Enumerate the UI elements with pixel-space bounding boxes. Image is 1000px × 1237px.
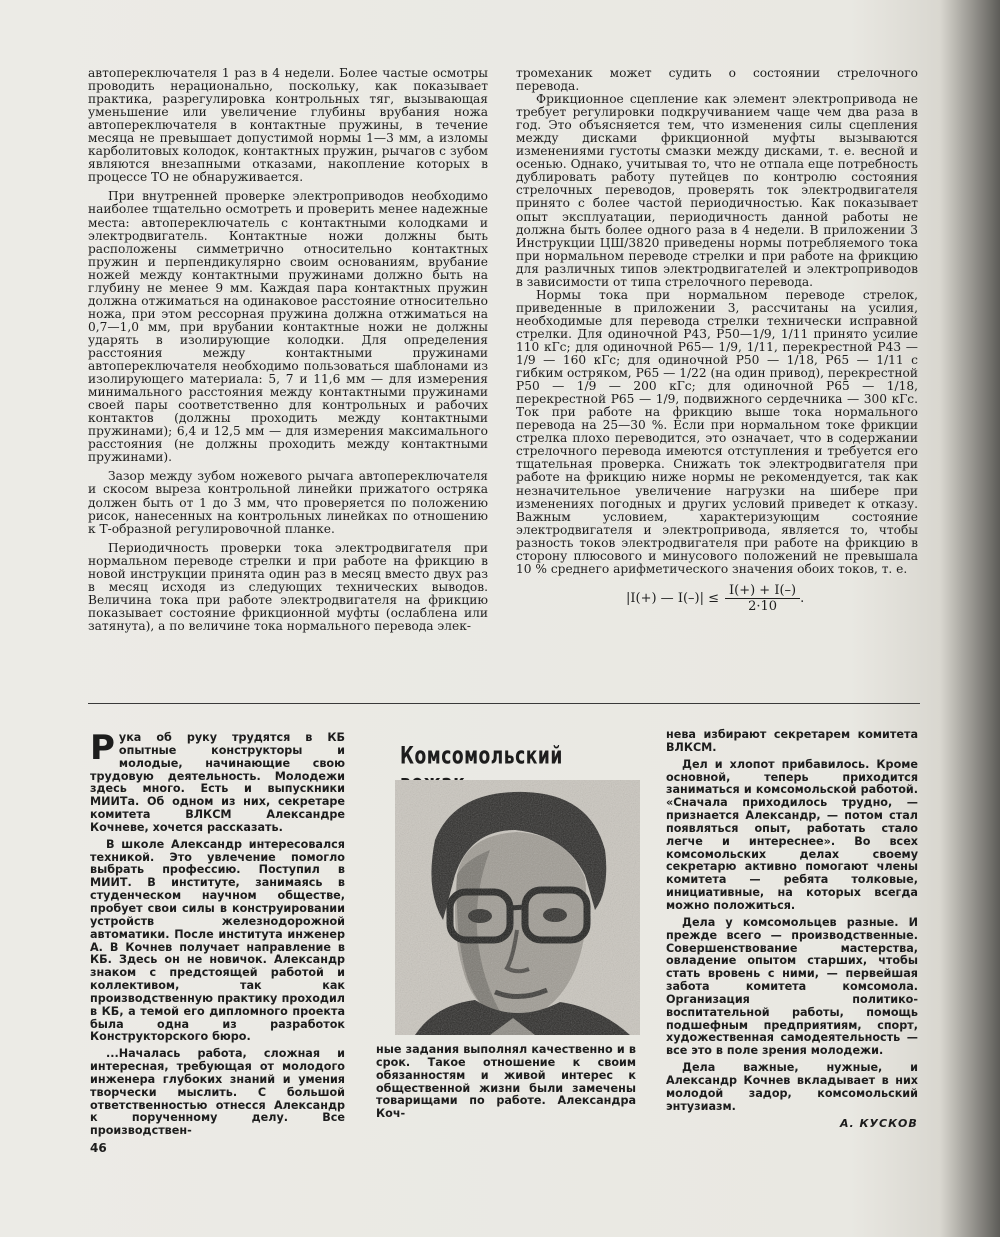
portrait-photo [395, 780, 640, 1035]
paragraph: Периодичность проверки тока электродвигателя при нормальном переводе стрелки и при работе на фрикцию в новой инструкции принята один раз в месяц вместо двух раз в месяц исходя из следующих технических выводов. Величина тока при работе электродвигателя на фрикцию показывает состояние фрикционной муфты (ослаблена или затянута), а по величине тока нормального перевода элек- [88, 540, 488, 633]
formula-denominator: 2·10 [748, 598, 778, 614]
technical-text-column-left [88, 67, 488, 633]
formula-end: . [800, 590, 805, 606]
formula-lhs: |I(+) — I(–)| ≤ [626, 590, 719, 606]
article-column-right [666, 729, 918, 1113]
paragraph: Фрикционное сцепление как элемент электропривода не требует регулировки подкручиванием чаще чем два раза в год. Это объясняется тем, что изменения силы сцепления между дисками фрикционной муфты вызываются изменениями густоты смазки между дисками, т. е. весной и осенью. Однако, учитывая то, что не отпала еще потребность дублировать работу путейцев по контролю состояния стрелочных переводов, проверять ток электродвигателя принято с более частой периодичностью. Как показывает опыт эксплуатации, периодичность данной работы не должна быть более одного раза в 4 недели. В приложении 3 Инструкции ЦШ/3820 приведены нормы потребляемого тока при нормальном переводе стрелки и при работе на фрикцию для различных типов электродвигателей и электроприводов в зависимости от типа стрелочного перевода. [516, 92, 918, 289]
formula-fraction [725, 584, 800, 613]
article-headline: Комсомольский [400, 742, 563, 770]
paragraph: В школе Александр интересовался техникой. Это увлечение помогло выбрать профессию. Поступил в МИИТ. В институте, занимаясь в студенческом научном обществе, пробует свои силы в конструировании устройств железнодорожной автоматики. После института инженер А. В Кочнев получает направление в КБ. Здесь он не новичок. Александр знаком с предстоящей работой и коллективом, так как производственную практику проходил в КБ, а темой его дипломного проекта была одна из разработок Конструкторского бюро. [90, 837, 345, 1044]
paragraph: Нормы тока при нормальном переводе стрелок, приведенные в приложении 3, рассчитаны на усилия, необходимые для перевода стрелки технически исправной стрелки. Для одиночной Р43, Р50—1/9, 1/11 принято усилие 110 кГс; для одиночной Р65— 1/9, 1/11, перекрестной Р43 — 1/9 — 160 кГс; для одиночной Р50 — 1/18, Р65 — 1/11 с гибким остряком, Р65 — 1/22 (на один привод), перекрестной Р50 — 1/9 — 200 кГс; для одиночной Р65 — 1/18, перекрестной Р65 — 1/9, подвижного сердечника — 300 кГс. Ток при работе на фрикцию выше тока нормального перевода на 25—30 %. Если при нормальном токе фрикции стрелка плохо переводится, это означает, что в содержании стрелочного перевода имеются отступления и требуется его тщательная проверка. Снижать ток электродвигателя при работе на фрикцию ниже нормы не рекомендуется, так как незначительное увеличение нагрузки на шибере при изменениях погодных и других условий приведет к отказу. Важным условием, характеризующим состояние электродвигателя и электропривода, является то, чтобы разность токов электродвигателя при работе на фрикцию в сторону плюсового и минусового положений не превышала 10 % среднего арифметического значения обоих токов, т. е. [516, 287, 918, 576]
paragraph [90, 728, 345, 835]
portrait-photo-image [395, 780, 640, 1035]
current-difference-formula [626, 584, 918, 613]
paragraph: ные задания выполнял качественно и в срок. Такое отношение к своим обязанностям и живой интерес к общественной жизни были замечены товарищами по работе. Александра Коч- [376, 1043, 636, 1121]
paragraph: Зазор между зубом ножевого рычага автопереключателя и скосом выреза контрольной линейки прижатого остряка должен быть от 1 до 3 мм, что проверяется по положению рисок, нанесенных на контрольных линейках по отношению к Т-образной регулировочной планке. [88, 469, 488, 536]
page-number: 46 [90, 1141, 107, 1155]
formula-numerator: I(+) + I(–) [725, 584, 800, 599]
author-signature: А. КУСКОВ [840, 1117, 918, 1130]
article-column-left [90, 728, 345, 1138]
section-divider [88, 703, 920, 704]
paragraph: тромеханик может судить о состоянии стрелочного перевода. [516, 66, 918, 94]
paragraph: ...Началась работа, сложная и интересная, требующая от молодого инженера глубоких знаний и умения творчески мыслить. С большой ответственностью отнесся Александр к порученному делу. Все производствен- [90, 1047, 345, 1138]
paragraph: При внутренней проверке электроприводов необходимо наиболее тщательно осмотреть и проверить менее надежные места: автопереключатель с контактными колодками и электродвигатель. Контактные ножи должны быть расположены симметрично относительно контактных пружин и перпендикулярно своим основаниям, врубание ножей между контактными пружинами должно быть на глубину не менее 9 мм. Каждая пара контактных пружин должна отжиматься на одинаковое расстояние относительно ножа, при этом рессорная пружина должна отжиматься на 0,7—1,0 мм, при врубании контактные ножи не должны ударять в изолирующие колодки. Для определения расстояния между контактными пружинами автопереключателя необходимо пользоваться шаблонами из изолирующего материала: 5, 7 и 11,6 мм — для измерения минимального расстояния между контактными пружинами своей пары соответственно для контрольных и рабочих контактов (должны проходить между контактными пружинами); 6,4 и 12,5 мм — для измерения максимального расстояния (не должны проходить между контактными пружинами). [88, 189, 488, 465]
paragraph: нева избирают секретарем комитета ВЛКСМ. [666, 728, 918, 754]
article-column-middle [376, 1044, 636, 1121]
paragraph: Дела важные, нужные, и Александр Кочнев вкладывает в них молодой задор, комсомольский энтузиазм. [666, 1061, 918, 1113]
paragraph: автопереключателя 1 раз в 4 недели. Более частые осмотры проводить нерационально, поскольку, как показывает практика, разрегулировка контрольных тяг, вызывающая уменьшение или увеличение глубины врубания ножа автопереключателя в контактные пружины, в течение месяца не превышает допустимой нормы 1—3 мм, а изломы карболитовых колодок, контактных пружин, рычагов с зубом являются внезапными отказами, накопление которых в процессе ТО не обнаруживается. [88, 66, 488, 185]
drop-cap: Р [90, 728, 115, 768]
paragraph: Дел и хлопот прибавилось. Кроме основной, теперь приходится заниматься и комсомольской работой. «Сначала приходилось трудно, — признается Александр, — потом стал появляться опыт, работать стало легче и интереснее». Во всех комсомольских делах своему секретарю активно помогают члены комитета — ребята толковые, инициативные, на которых всегда можно положиться. [666, 757, 918, 912]
technical-text-column-right [516, 67, 918, 613]
paragraph-text: ука об руку трудятся в КБ опытные конструкторы и молодые, начинающие свою трудовую деятельность. Молодежи здесь много. Есть и выпускники МИИТа. Об одном из них, секретаре комитета ВЛКСМ Александре Кочневе, хочется рассказать. [90, 731, 345, 834]
paragraph: Дела у комсомольцев разные. И прежде всего — производственные. Совершенствование мастерства, овладение опытом старших, чтобы стать вровень с ними, — первейшая забота комитета комсомола. Организация политико-воспитательной работы, помощь подшефным предприятиям, спорт, художественная самодеятельность — все это в поле зрения молодежи. [666, 915, 918, 1058]
